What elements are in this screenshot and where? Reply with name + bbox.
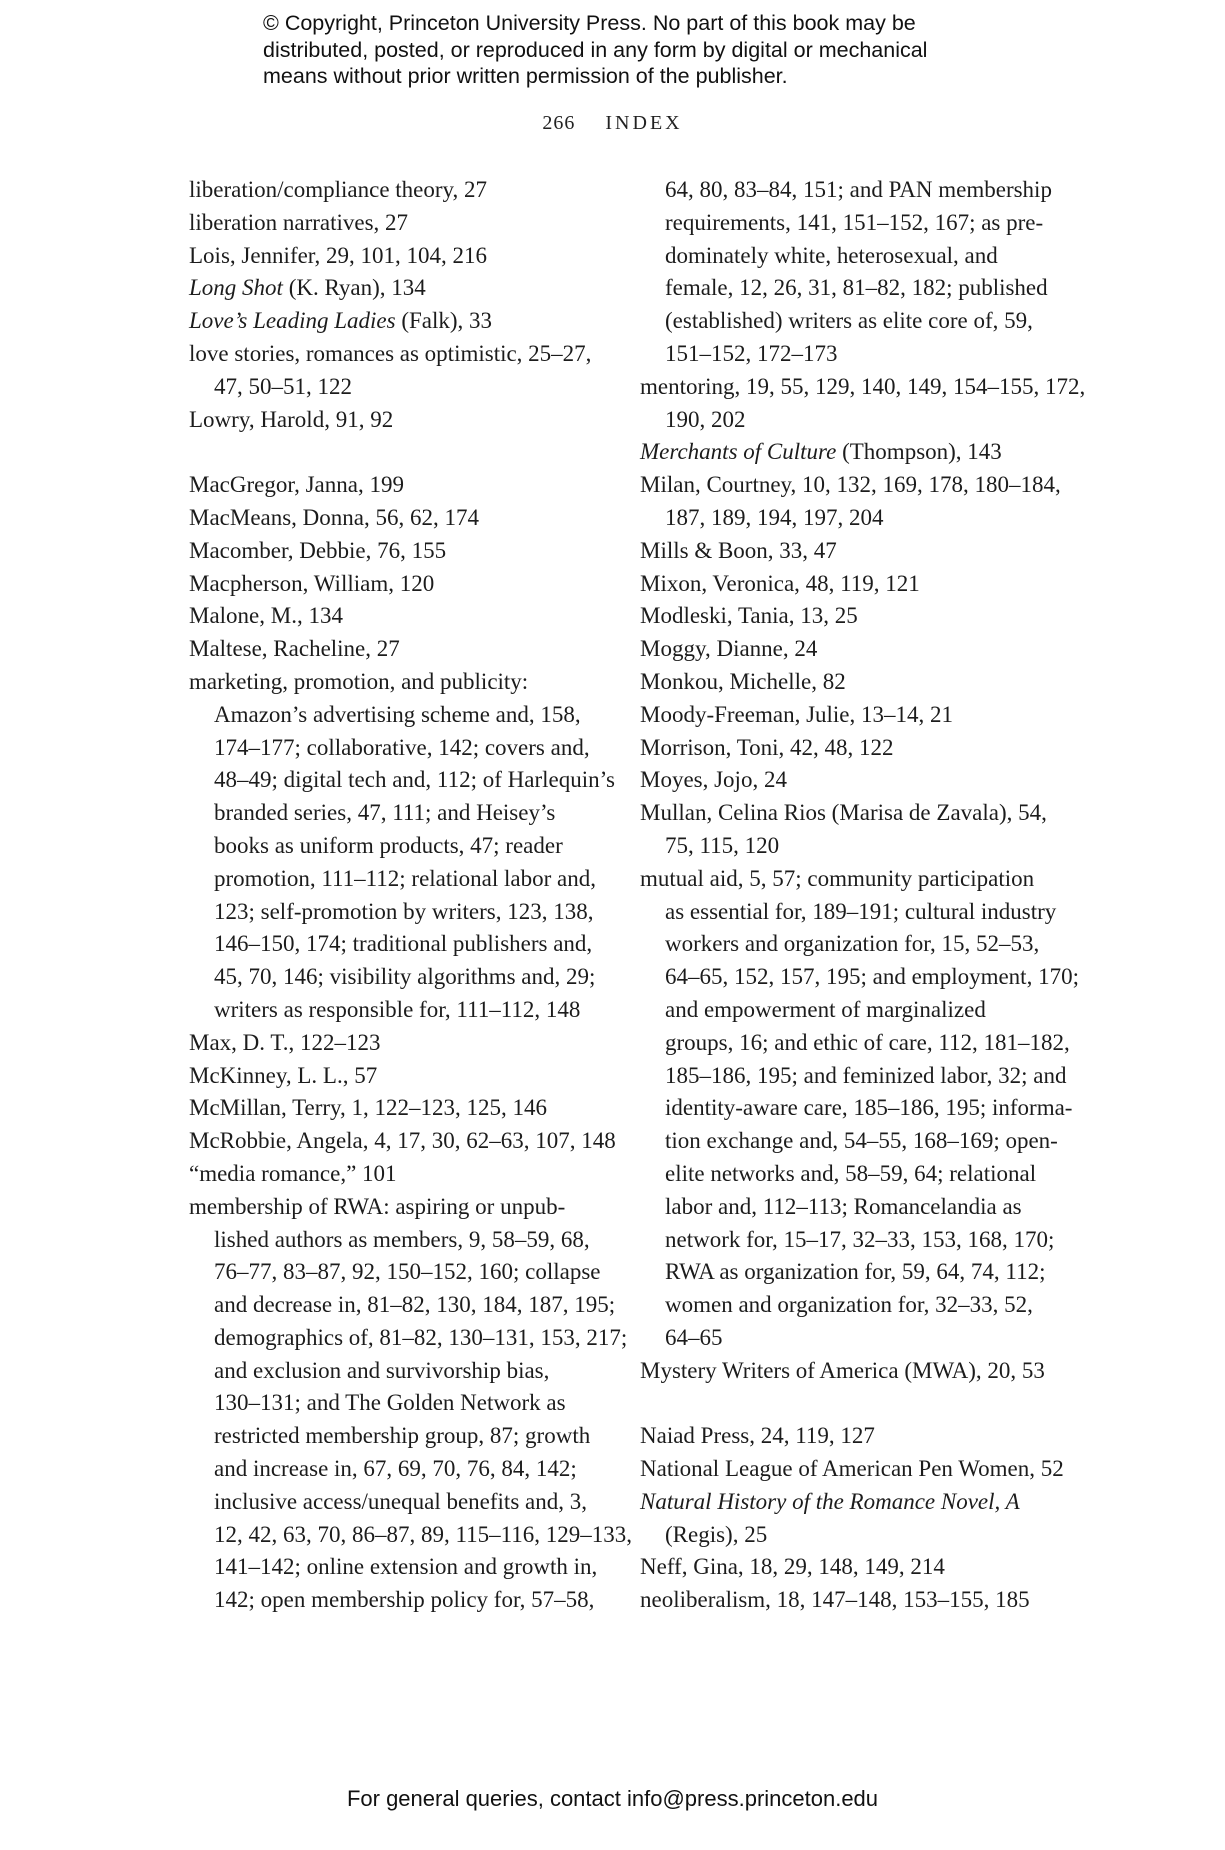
index-entry-text: neoliberalism, 18, 147–148, 153–155, 185 xyxy=(640,1587,1030,1613)
index-entry-text: inclusive access/unequal benefits and, 3, xyxy=(214,1488,587,1514)
index-entry xyxy=(640,1486,1060,1519)
index-entry-continuation xyxy=(640,207,1060,240)
index-entry-continuation xyxy=(189,1322,628,1355)
index-entry-text: books as uniform products, 47; reader xyxy=(214,832,563,858)
index-entry-text: identity-aware care, 185–186, 195; informa- xyxy=(665,1095,1073,1121)
index-entry-text: 146–150, 174; traditional publishers and, xyxy=(214,931,593,957)
index-entry-text: 151–152, 172–173 xyxy=(665,340,838,366)
index-entry xyxy=(189,305,609,338)
index-entry-text: (Falk), 33 xyxy=(395,308,493,334)
index-entry-continuation xyxy=(189,764,615,797)
index-entry-continuation xyxy=(640,1125,1060,1158)
index-entry-text: MacGregor, Janna, 199 xyxy=(189,472,404,498)
index-entry-text: Neff, Gina, 18, 29, 148, 149, 214 xyxy=(640,1554,945,1580)
index-entry-text: 130–131; and The Golden Network as xyxy=(214,1390,566,1416)
index-entry-text: Monkou, Michelle, 82 xyxy=(640,668,846,694)
copyright-line: means without prior written permission of the publisher. xyxy=(263,64,788,88)
index-entry xyxy=(189,272,609,305)
index-entry-text: 64–65, 152, 157, 195; and employment, 170; xyxy=(665,964,1079,990)
index-entry-text: lished authors as members, 9, 58–59, 68, xyxy=(214,1226,590,1252)
index-entry-text: (K. Ryan), 134 xyxy=(282,275,426,301)
index-entry-text: 48–49; digital tech and, 112; of Harlequin’s xyxy=(214,767,615,793)
index-entry-continuation xyxy=(640,305,1060,338)
index-entry-continuation xyxy=(640,928,1060,961)
index-entry-text: (established) writers as elite core of, 59, xyxy=(665,308,1033,334)
index-entry-continuation xyxy=(640,1158,1060,1191)
index-entry-text: (Thompson), 143 xyxy=(836,439,1002,465)
index-entry-text: requirements, 141, 151–152, 167; as pre- xyxy=(665,209,1044,235)
index-entry-text: Milan, Courtney, 10, 132, 169, 178, 180–184, xyxy=(640,472,1061,498)
index-entry-text: network for, 15–17, 32–33, 153, 168, 170; xyxy=(665,1226,1055,1252)
index-entry xyxy=(640,633,1060,666)
index-entry-text: “media romance,” 101 xyxy=(189,1160,397,1186)
index-entry-text: mentoring, 19, 55, 129, 140, 149, 154–155, 172, xyxy=(640,373,1086,399)
index-entry xyxy=(189,666,609,699)
index-entry-title: Natural History of the Romance Novel, A xyxy=(640,1488,1020,1514)
index-entry-text: National League of American Pen Women, 52 xyxy=(640,1456,1064,1482)
index-entry-text: marketing, promotion, and publicity: xyxy=(189,668,529,694)
index-entry-continuation xyxy=(640,1256,1060,1289)
index-entry-continuation xyxy=(640,1191,1060,1224)
index-entry xyxy=(189,600,609,633)
index-entry-text: liberation/compliance theory, 27 xyxy=(189,177,488,202)
index-entry xyxy=(189,633,609,666)
index-entry-text: restricted membership group, 87; growth xyxy=(214,1423,591,1449)
index-entry xyxy=(640,732,1060,765)
index-entry-text: workers and organization for, 15, 52–53, xyxy=(665,931,1040,957)
index-entry-text: 12, 42, 63, 70, 86–87, 89, 115–116, 129–133, xyxy=(214,1521,633,1547)
index-entry-continuation xyxy=(189,830,609,863)
index-entry-text: Morrison, Toni, 42, 48, 122 xyxy=(640,734,894,760)
index-entry xyxy=(640,764,1060,797)
index-entry xyxy=(640,371,1086,404)
index-entry-text: mutual aid, 5, 57; community participation xyxy=(640,865,1035,891)
index-entry-continuation xyxy=(640,830,1060,863)
index-entry-text: 64–65 xyxy=(665,1324,723,1350)
index-entry-text: demographics of, 81–82, 130–131, 153, 217; xyxy=(214,1324,628,1350)
index-entry-continuation xyxy=(189,896,609,929)
index-entry-continuation xyxy=(189,1453,609,1486)
index-entry-text: promotion, 111–112; relational labor and, xyxy=(214,865,596,891)
index-entry-continuation xyxy=(640,338,1060,371)
index-entry xyxy=(189,1125,616,1158)
index-entry xyxy=(640,1420,1060,1453)
index-entry-text: branded series, 47, 111; and Heisey’s xyxy=(214,800,556,826)
index-entry-text: elite networks and, 58–59, 64; relational xyxy=(665,1160,1037,1186)
copyright-line: © Copyright, Princeton University Press. No part of this book may be xyxy=(263,11,916,35)
index-entry-text: RWA as organization for, 59, 64, 74, 112; xyxy=(665,1259,1046,1285)
index-entry-continuation xyxy=(640,174,1060,207)
index-entry-text: Max, D. T., 122–123 xyxy=(189,1029,381,1055)
index-entry-title: Love’s Leading Ladies xyxy=(189,308,396,334)
index-entry-text: love stories, romances as optimistic, 25–27, xyxy=(189,340,592,366)
index-entry-text: liberation narratives, 27 xyxy=(189,209,409,235)
index-entry-continuation xyxy=(189,1387,609,1420)
index-entry-text: McKinney, L. L., 57 xyxy=(189,1062,378,1088)
index-entry xyxy=(189,1060,609,1093)
index-entry xyxy=(189,502,609,535)
footer-contact: For general queries, contact info@press.princeton.edu xyxy=(346,1786,879,1811)
index-entry xyxy=(640,568,1060,601)
index-entry-continuation xyxy=(189,1289,616,1322)
index-entry xyxy=(189,568,609,601)
index-entry-continuation xyxy=(640,1289,1060,1322)
index-entry-text: dominately white, heterosexual, and xyxy=(665,242,998,268)
index-entry xyxy=(189,404,609,437)
index-entry-continuation xyxy=(640,240,1060,273)
index-entry-continuation xyxy=(189,371,609,404)
index-entry-title: Merchants of Culture xyxy=(640,439,837,465)
index-entry xyxy=(640,1355,1060,1388)
index-entry-continuation xyxy=(640,1519,1060,1552)
index-entry xyxy=(640,797,1060,830)
index-column-right xyxy=(640,174,1086,1617)
index-entry-text: 141–142; online extension and growth in, xyxy=(214,1554,598,1580)
index-entry-text: as essential for, 189–191; cultural industry xyxy=(665,898,1057,924)
index-entry xyxy=(189,1092,609,1125)
index-entry-text: Mystery Writers of America (MWA), 20, 53 xyxy=(640,1357,1045,1383)
index-entry-text: Lois, Jennifer, 29, 101, 104, 216 xyxy=(189,242,488,268)
letter-group-gap xyxy=(640,1387,1060,1420)
index-entry-continuation xyxy=(189,699,609,732)
index-entry-text: Naiad Press, 24, 119, 127 xyxy=(640,1423,875,1449)
index-entry xyxy=(189,338,609,371)
index-entry-continuation xyxy=(189,1584,609,1617)
index-entry-text: Macomber, Debbie, 76, 155 xyxy=(189,537,447,563)
index-entry-continuation xyxy=(640,1224,1060,1257)
index-entry xyxy=(640,863,1060,896)
index-entry-text: Mullan, Celina Rios (Marisa de Zavala), 54, xyxy=(640,800,1047,826)
index-entry-text: Moyes, Jojo, 24 xyxy=(640,767,787,793)
page-number: 266 xyxy=(542,112,576,134)
copyright-notice xyxy=(263,10,983,90)
index-entry-continuation xyxy=(640,1060,1067,1093)
index-entry-text: 75, 115, 120 xyxy=(665,832,780,858)
index-entry-continuation xyxy=(189,1355,609,1388)
index-entry xyxy=(640,1453,1064,1486)
index-entry-continuation xyxy=(640,272,1060,305)
index-entry xyxy=(189,1191,609,1224)
index-entry-continuation xyxy=(189,1486,609,1519)
index-entry-text: Moggy, Dianne, 24 xyxy=(640,636,818,662)
index-entry xyxy=(189,174,609,207)
index-entry-continuation xyxy=(189,1551,609,1584)
index-entry-text: 76–77, 83–87, 92, 150–152, 160; collapse xyxy=(214,1259,601,1285)
index-entry-text: tion exchange and, 54–55, 168–169; open- xyxy=(665,1128,1058,1154)
index-entry xyxy=(189,535,609,568)
index-entry-continuation xyxy=(640,961,1079,994)
index-entry xyxy=(189,240,609,273)
index-entry-title: Long Shot xyxy=(189,275,283,301)
index-entry xyxy=(640,469,1060,502)
index-entry-text: 45, 70, 146; visibility algorithms and, 29; xyxy=(214,964,596,990)
index-entry-text: Amazon’s advertising scheme and, 158, xyxy=(214,701,581,727)
index-entry-continuation xyxy=(640,1322,1060,1355)
index-entry-continuation xyxy=(640,994,1060,1027)
index-entry-text: and exclusion and survivorship bias, xyxy=(214,1357,550,1383)
index-entry-text: (Regis), 25 xyxy=(665,1521,768,1547)
index-entry-continuation xyxy=(189,1420,609,1453)
index-entry-continuation xyxy=(640,896,1060,929)
index-entry xyxy=(640,1551,1060,1584)
index-entry-text: and empowerment of marginalized xyxy=(665,996,986,1022)
index-entry-continuation xyxy=(189,961,609,994)
index-entry-text: labor and, 112–113; Romancelandia as xyxy=(665,1193,1022,1219)
running-head xyxy=(0,112,1225,135)
index-entry xyxy=(189,469,609,502)
index-entry xyxy=(640,535,1060,568)
index-entry-text: membership of RWA: aspiring or unpub- xyxy=(189,1193,566,1219)
index-entry-continuation xyxy=(189,863,609,896)
index-entry xyxy=(640,1584,1060,1617)
index-entry xyxy=(640,699,1060,732)
copyright-line: distributed, posted, or reproduced in any form by digital or mechanical xyxy=(263,37,928,62)
index-entry-continuation xyxy=(640,1027,1070,1060)
index-entry-continuation xyxy=(640,502,1060,535)
index-entry-text: and decrease in, 81–82, 130, 184, 187, 195; xyxy=(214,1292,616,1318)
index-entry-text: MacMeans, Donna, 56, 62, 174 xyxy=(189,504,480,530)
index-entry-text: groups, 16; and ethic of care, 112, 181–182, xyxy=(665,1029,1070,1055)
index-entry-text: writers as responsible for, 111–112, 148 xyxy=(214,996,581,1022)
index-entry-continuation xyxy=(640,1092,1073,1125)
index-entry-continuation xyxy=(189,1519,633,1552)
index-entry-continuation xyxy=(189,994,609,1027)
index-entry-text: Malone, M., 134 xyxy=(189,603,343,629)
index-entry-text: 174–177; collaborative, 142; covers and, xyxy=(214,734,590,760)
index-entry xyxy=(189,207,609,240)
index-entry-continuation xyxy=(189,928,609,961)
index-entry xyxy=(189,1027,609,1060)
index-entry-text: McMillan, Terry, 1, 122–123, 125, 146 xyxy=(189,1095,548,1121)
index-entry xyxy=(640,666,1060,699)
index-entry-text: McRobbie, Angela, 4, 17, 30, 62–63, 107, 148 xyxy=(189,1128,616,1154)
index-entry-text: 190, 202 xyxy=(665,406,746,432)
index-entry-text: Maltese, Racheline, 27 xyxy=(189,636,400,662)
index-entry-continuation xyxy=(189,1256,609,1289)
index-entry-text: Lowry, Harold, 91, 92 xyxy=(189,406,394,432)
index-entry-text: Mixon, Veronica, 48, 119, 121 xyxy=(640,570,920,596)
index-entry-text: 123; self-promotion by writers, 123, 138, xyxy=(214,898,594,924)
index-entry-text: Modleski, Tania, 13, 25 xyxy=(640,603,858,629)
index-entry-text: 47, 50–51, 122 xyxy=(214,373,352,399)
index-entry-text: Mills & Boon, 33, 47 xyxy=(640,537,837,563)
index-entry-text: 64, 80, 83–84, 151; and PAN membership xyxy=(665,177,1052,202)
index-entry-text: and increase in, 67, 69, 70, 76, 84, 142; xyxy=(214,1456,577,1482)
index-entry xyxy=(640,600,1060,633)
index-entry-text: 185–186, 195; and feminized labor, 32; and xyxy=(665,1062,1067,1088)
index-entry-continuation xyxy=(640,404,1060,437)
letter-group-gap xyxy=(189,436,609,469)
index-entry-continuation xyxy=(189,732,609,765)
index-entry-text: 142; open membership policy for, 57–58, xyxy=(214,1587,595,1613)
section-title: INDEX xyxy=(605,112,683,134)
index-column-left xyxy=(189,174,633,1617)
index-entry-text: Moody-Freeman, Julie, 13–14, 21 xyxy=(640,701,954,727)
index-entry-text: female, 12, 26, 31, 81–82, 182; published xyxy=(665,275,1048,301)
index-entry-continuation xyxy=(189,1224,609,1257)
index-entry-continuation xyxy=(189,797,609,830)
index-entry-text: Macpherson, William, 120 xyxy=(189,570,435,596)
index-entry-text: women and organization for, 32–33, 52, xyxy=(665,1292,1033,1318)
index-entry xyxy=(640,436,1060,469)
index-entry-text: 187, 189, 194, 197, 204 xyxy=(665,504,884,530)
index-entry xyxy=(189,1158,609,1191)
